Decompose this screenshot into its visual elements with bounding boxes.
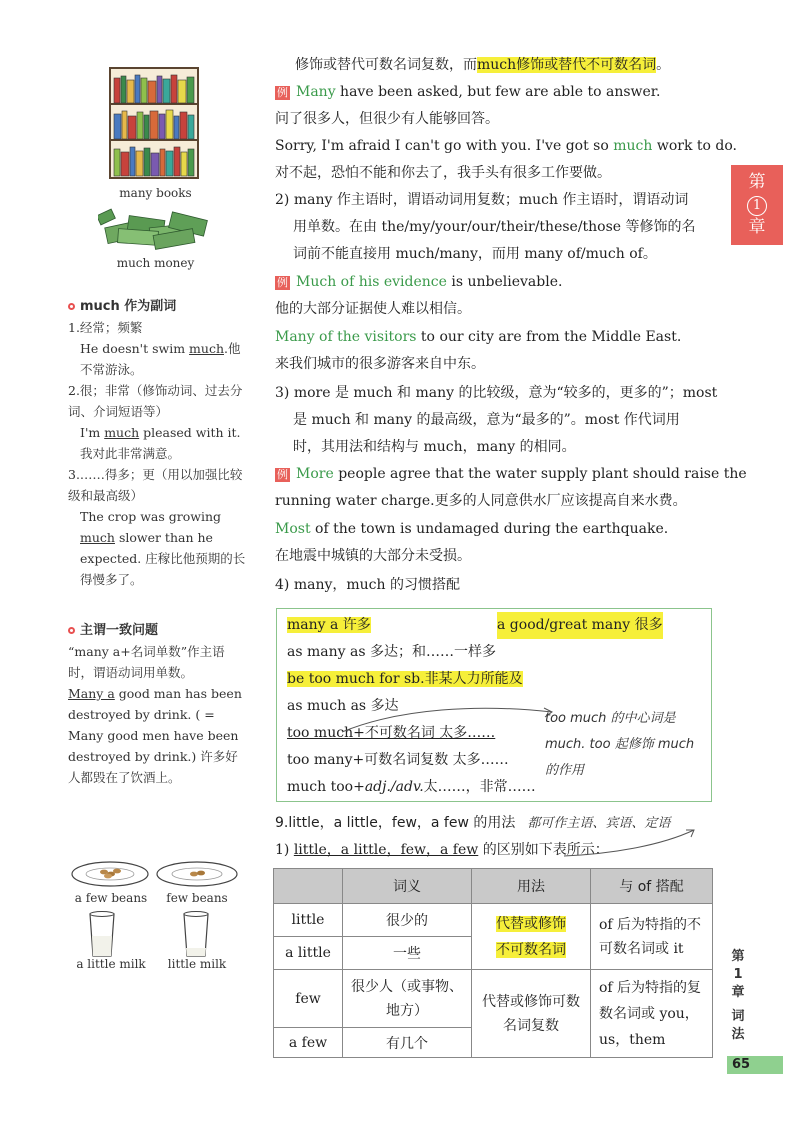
point-4-heading: 4) many，much 的习惯搭配 (275, 577, 460, 593)
intro-line: 修饰或替代可数名词复数，而much修饰或替代不可数名词。 (295, 57, 671, 73)
example-6-en: Most of the town is undamaged during the earthquake. (275, 521, 669, 537)
caption-a-few-beans: a few beans (74, 891, 148, 905)
example-badge: 例 (277, 468, 288, 481)
point-3-line-1: 3) more 是 much 和 many 的比较级，意为“较多的，更多的”；most (275, 385, 718, 401)
table-row: a little 一些 (274, 937, 713, 970)
caption-many-books: many books (119, 186, 192, 200)
table-header-row: 词义 用法 与 of 搭配 (274, 869, 713, 904)
bullet-dot-icon (68, 627, 75, 634)
caption-little-milk: little milk (167, 957, 227, 971)
point-3-line-2: 是 much 和 many 的最高级，意为“最多的”。most 作代词用 (293, 412, 680, 428)
adverb-def-3: 3.……得多；更（用以加强比较级和最高级） (68, 467, 243, 503)
agreement-example: Many a good man has been destroyed by drink. ( = Many good men have been destroyed by drink.) 许多好人都毁在了饮酒上。 (68, 686, 242, 785)
collocation-row-2: as many as 多达；和……一样多 (287, 644, 496, 660)
example-badge: 例 (277, 276, 288, 289)
example-4-en: Many of the visitors to our city are from the Middle East. (275, 329, 682, 345)
chapter-number-badge: 1 (747, 196, 767, 216)
section-9-subtitle: 1) little，a little，few，a few 的区别如下表所示： (275, 842, 609, 858)
example-5-en: 例 More people agree that the water supply plant should raise the (277, 466, 747, 482)
collocation-row-4: as much as 多达 (287, 698, 399, 714)
bookshelf-illustration (108, 66, 200, 180)
section-9-title: 9.little，a little，few，a few 的用法 都可作主语、宾语、定语 (275, 815, 671, 831)
money-pile-illustration (98, 208, 212, 250)
example-1-en: 例 Many have been asked, but few are able to answer. (277, 84, 661, 100)
agreement-heading: 主谓一致问题 (68, 620, 248, 641)
agreement-rule: “many a+名词单数”作主语时，谓语动词用单数。 (68, 644, 225, 680)
adverb-def-2: 2.很；非常（修饰动词、过去分词、介词短语等） (68, 383, 243, 419)
handwritten-note: too much 的中心词是 much. too 起修饰 much 的作用 (545, 711, 695, 778)
example-badge: 例 (277, 86, 288, 99)
caption-a-little-milk: a little milk (76, 957, 146, 971)
example-3-en: 例 Much of his evidence is unbelievable. (277, 274, 563, 290)
adverb-example-3: The crop was growing much slower than he expected. 庄稼比他预期的长得慢多了。 (80, 509, 246, 587)
usage-uncountable: 代替或修饰 不可数名词 (472, 904, 591, 970)
table-row: little 很少的 代替或修饰 不可数名词 of 后为特指的不可数名词或 it (274, 904, 713, 937)
collocation-row-5: too much+不可数名词 太多…… (287, 725, 496, 741)
beans-plates-illustration (70, 856, 240, 892)
adverb-example-1: He doesn't swim much.他不常游泳。 (80, 341, 241, 377)
milk-glasses-illustration (84, 910, 224, 960)
point-2-line-3: 词前不能直接用 much/many，而用 many of/much of。 (293, 246, 657, 262)
usage-countable: 代替或修饰可数名词复数 (472, 970, 591, 1058)
collocation-row-7: much too+adj./adv.太……，非常…… (287, 779, 536, 795)
adverb-def-1: 1.经常；频繁 (68, 320, 143, 335)
table-row: few 很少人（或事物、地方） 代替或修饰可数名词复数 of 后为特指的复数名词或 you，us，them (274, 970, 713, 1028)
comparison-table (273, 868, 713, 1058)
adverb-example-2: I'm much pleased with it.我对此非常满意。 (80, 425, 241, 461)
example-4-cn: 来我们城市的很多游客来自中东。 (275, 356, 485, 372)
caption-few-beans: few beans (166, 891, 228, 905)
example-6-cn: 在地震中城镇的大部分未受损。 (275, 548, 471, 564)
side-chapter-label: 第 1 章 词 法 (731, 949, 745, 1042)
main-content (275, 52, 747, 612)
point-2-line-2: 用单数。在由 the/my/your/our/their/these/those 等修饰的名 (293, 219, 696, 235)
agreement-note (68, 620, 248, 788)
caption-much-money: much money (116, 256, 195, 270)
of-countable: of 后为特指的复数名词或 you，us，them (591, 970, 713, 1058)
chapter-tab: 第 1 章 (731, 165, 783, 245)
example-2-cn: 对不起，恐怕不能和你去了，我手头有很多工作要做。 (275, 165, 611, 181)
example-2-en: Sorry, I'm afraid I can't go with you. I've got so much work to do. (275, 138, 737, 154)
adverb-heading: much 作为副词 (68, 296, 248, 317)
collocation-row-1: many a 许多 a good/great many 很多 (287, 612, 707, 639)
example-5-line-2: running water charge.更多的人同意供水厂应该提高自来水费。 (275, 493, 687, 509)
example-1-cn: 问了很多人，但很少有人能够回答。 (275, 111, 499, 127)
bullet-dot-icon (68, 303, 75, 310)
handwritten-arrow-icon (560, 826, 700, 860)
handwritten-arrow-icon (340, 700, 560, 740)
example-3-cn: 他的大部分证据使人难以相信。 (275, 301, 471, 317)
point-3-line-3: 时，其用法和结构与 much，many 的相同。 (293, 439, 576, 455)
handwritten-note-functions: 都可作主语、宾语、定语 (527, 816, 671, 831)
table-row: a few 有几个 (274, 1028, 713, 1058)
collocation-row-3: be too much for sb.非某人力所能及 (287, 671, 523, 687)
point-2-line-1: 2) many 作主语时，谓语动词用复数；much 作主语时，谓语动词 (275, 192, 689, 208)
of-uncountable: of 后为特指的不可数名词或 it (591, 904, 713, 970)
adverb-note (68, 296, 248, 590)
collocation-row-6: too many+可数名词复数 太多…… (287, 752, 509, 768)
page-number: 65 (727, 1056, 783, 1074)
